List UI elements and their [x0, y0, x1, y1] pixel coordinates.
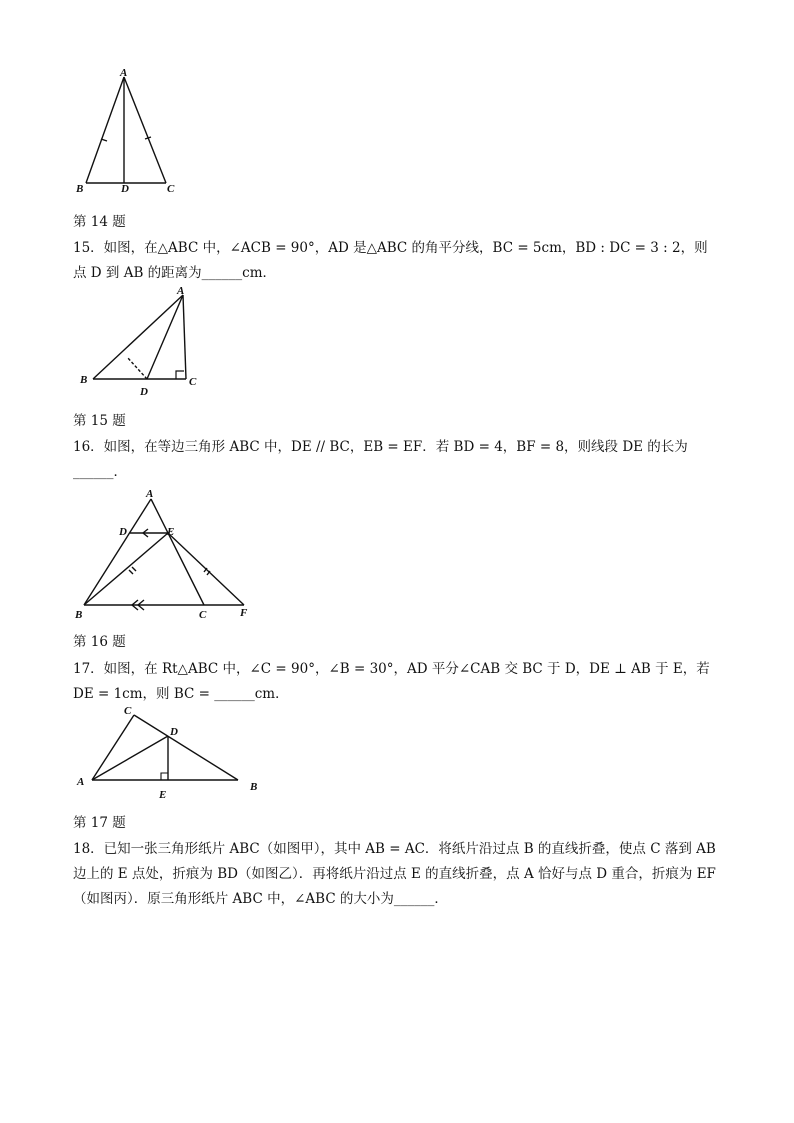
label-b: B — [76, 183, 84, 195]
q17-text-line2: DE = 1cm，则 BC = ______cm． — [73, 686, 289, 702]
q18-text-line1: 18．已知一张三角形纸片 ABC（如图甲），其中 AB = AC．将纸片沿过点 B 的直线折叠，使点 C 落到 AB — [73, 841, 716, 857]
q15-text-line1: 15．如图，在△ABC 中，∠ACB = 90°，AD 是△ABC 的角平分线，BC = 5cm，BD : DC = 3 : 2，则 — [73, 240, 708, 256]
label-c: C — [167, 183, 175, 195]
label-c: C — [124, 705, 132, 717]
label-c: C — [199, 609, 207, 621]
q15-text-line2: 点 D 到 AB 的距离为______cm． — [73, 265, 277, 281]
label-b: B — [75, 609, 83, 621]
label-c: C — [189, 376, 197, 388]
label-b: B — [250, 781, 258, 793]
label-a: A — [146, 488, 154, 500]
figure-17 — [72, 700, 272, 805]
label-f: F — [240, 607, 248, 619]
q18-text-line2: 边上的 E 点处，折痕为 BD（如图乙）．再将纸片沿过点 E 的直线折叠，点 A 恰好与点 D 重合，折痕为 EF — [73, 866, 716, 882]
q16-text-line1: 16．如图，在等边三角形 ABC 中，DE // BC，EB = EF．若 BD = 4，BF = 8，则线段 DE 的长为 — [73, 439, 688, 455]
q18-text-line3: （如图丙）．原三角形纸片 ABC 中，∠ABC 的大小为______． — [73, 891, 448, 907]
label-a: A — [177, 285, 185, 297]
label-a: A — [77, 776, 85, 788]
caption-16: 第 16 题 — [73, 634, 126, 650]
label-e: E — [159, 789, 167, 801]
label-e: E — [167, 526, 175, 538]
caption-17: 第 17 题 — [73, 815, 126, 831]
figure-14 — [70, 65, 185, 195]
label-a: A — [120, 67, 128, 79]
label-d: D — [170, 726, 178, 738]
caption-14: 第 14 题 — [73, 214, 126, 230]
label-d: D — [121, 183, 129, 195]
q17-text-line1: 17．如图，在 Rt△ABC 中，∠C = 90°，∠B = 30°，AD 平分∠CAB 交 BC 于 D，DE ⊥ AB 于 E，若 — [73, 661, 710, 677]
figure-16 — [72, 485, 257, 625]
label-d: D — [119, 526, 127, 538]
figure-15 — [75, 285, 210, 400]
label-d: D — [140, 386, 148, 398]
q16-text-line2: ______． — [73, 464, 127, 480]
label-b: B — [80, 374, 88, 386]
caption-15: 第 15 题 — [73, 413, 126, 429]
